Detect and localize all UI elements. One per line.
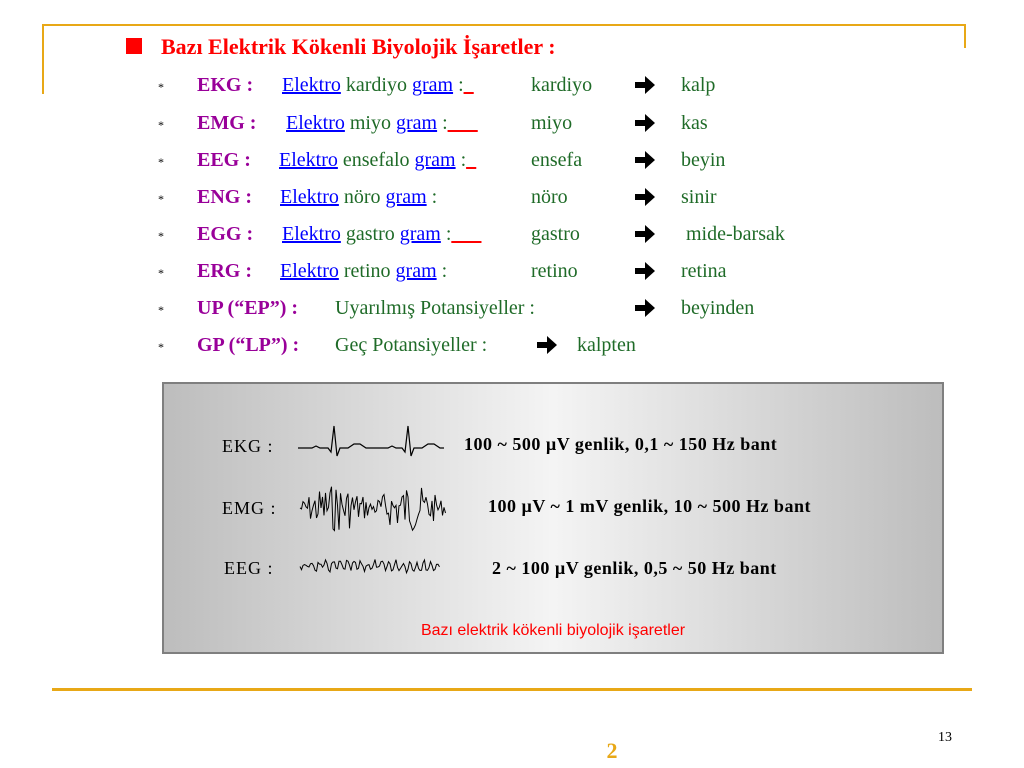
ekg-description: 100 ~ 500 µV genlik, 0,1 ~ 150 Hz bant <box>464 434 778 454</box>
right-arrow-icon <box>634 149 656 171</box>
gram-link[interactable]: gram <box>411 74 454 96</box>
eeg-waveform <box>300 554 440 578</box>
prefix-text: nöro <box>343 186 381 208</box>
star-bullet: * <box>158 155 164 169</box>
left-accent-line <box>42 24 44 94</box>
root-word: ensefa <box>531 149 583 171</box>
ekg-label: EKG : <box>222 436 274 456</box>
meaning-text: retina <box>681 260 727 282</box>
emg-label: EMG : <box>222 498 277 518</box>
eeg-label: EEG : <box>224 558 274 578</box>
elektro-link[interactable]: Elektro <box>280 186 339 208</box>
blank-mark: _ <box>466 149 477 171</box>
term-label: EKG : <box>197 74 254 96</box>
colon-text: : <box>441 260 448 282</box>
figure-caption: Bazı elektrik kökenli biyolojik işaretler <box>420 622 686 639</box>
term-description: Uyarılmış Potansiyeller : <box>335 297 535 319</box>
term-label: ERG : <box>197 260 252 282</box>
ekg-waveform <box>298 422 444 462</box>
elektro-link[interactable]: Elektro <box>280 260 339 282</box>
right-arrow-icon <box>634 112 656 134</box>
root-word: retino <box>531 260 578 282</box>
star-bullet: * <box>158 80 164 94</box>
slide-number: 2 <box>606 738 618 763</box>
elektro-link[interactable]: Elektro <box>286 112 345 134</box>
elektro-link[interactable]: Elektro <box>279 149 338 171</box>
colon-text: : <box>458 74 464 96</box>
prefix-text: gastro <box>345 223 395 245</box>
term-description <box>280 260 447 283</box>
right-arrow-icon <box>634 74 656 96</box>
term-description <box>282 74 474 97</box>
gram-link[interactable]: gram <box>399 223 441 245</box>
gram-link[interactable]: gram <box>395 260 437 282</box>
term-description <box>286 112 478 135</box>
slide-title: Bazı Elektrik Kökenli Biyolojik İşaretler : <box>161 34 556 59</box>
term-description <box>282 223 481 246</box>
elektro-link[interactable]: Elektro <box>282 74 341 96</box>
term-label: EEG : <box>197 149 251 171</box>
star-bullet: * <box>158 266 164 280</box>
page-number: 13 <box>938 730 952 745</box>
colon-text: : <box>445 223 452 245</box>
root-word: gastro <box>531 223 580 245</box>
colon-text: : <box>460 149 467 171</box>
meaning-text: sinir <box>681 186 717 208</box>
elektro-link[interactable]: Elektro <box>282 223 341 245</box>
emg-description: 100 µV ~ 1 mV genlik, 10 ~ 500 Hz bant <box>488 496 811 516</box>
top-accent-line <box>42 24 966 26</box>
meaning-text: kas <box>681 112 708 134</box>
term-description: Geç Potansiyeller : <box>335 334 488 356</box>
right-arrow-icon <box>634 297 656 319</box>
star-bullet: * <box>158 118 164 132</box>
term-label: ENG : <box>197 186 252 208</box>
star-bullet: * <box>158 229 164 243</box>
gram-link[interactable]: gram <box>396 112 438 134</box>
title-bullet-icon <box>126 38 142 54</box>
meaning-text: beyinden <box>681 297 755 319</box>
bottom-accent-line <box>52 688 972 691</box>
prefix-text: kardiyo <box>345 74 407 96</box>
blank-mark: _ <box>463 74 474 96</box>
emg-waveform <box>300 482 446 534</box>
term-label: EMG : <box>197 112 257 134</box>
prefix-text: retino <box>343 260 391 282</box>
right-arrow-icon <box>536 334 558 356</box>
colon-text: : <box>442 112 448 134</box>
right-arrow-icon <box>634 186 656 208</box>
term-label: EGG : <box>197 223 254 245</box>
root-word: kardiyo <box>531 74 593 96</box>
root-word: nöro <box>531 186 568 208</box>
blank-mark: ___ <box>447 112 478 134</box>
right-arrow-icon <box>634 260 656 282</box>
prefix-text: ensefalo <box>342 149 410 171</box>
term-description <box>280 186 437 209</box>
star-bullet: * <box>158 340 164 354</box>
signal-figure <box>162 382 944 654</box>
term-description <box>279 149 476 172</box>
star-bullet: * <box>158 192 164 206</box>
right-arrow-icon <box>634 223 656 245</box>
meaning-text: mide-barsak <box>686 223 785 245</box>
meaning-text: kalpten <box>577 334 636 356</box>
right-accent-line <box>964 24 966 48</box>
star-bullet: * <box>158 303 164 317</box>
colon-text: : <box>431 186 438 208</box>
root-word: miyo <box>531 112 573 134</box>
gram-link[interactable]: gram <box>385 186 427 208</box>
term-label: UP (“EP”) : <box>197 297 299 319</box>
gram-link[interactable]: gram <box>414 149 456 171</box>
prefix-text: miyo <box>349 112 391 134</box>
term-label: GP (“LP”) : <box>197 334 300 356</box>
eeg-description: 2 ~ 100 µV genlik, 0,5 ~ 50 Hz bant <box>492 558 777 578</box>
meaning-text: kalp <box>681 74 716 96</box>
meaning-text: beyin <box>681 149 726 171</box>
blank-mark: ___ <box>451 223 482 245</box>
